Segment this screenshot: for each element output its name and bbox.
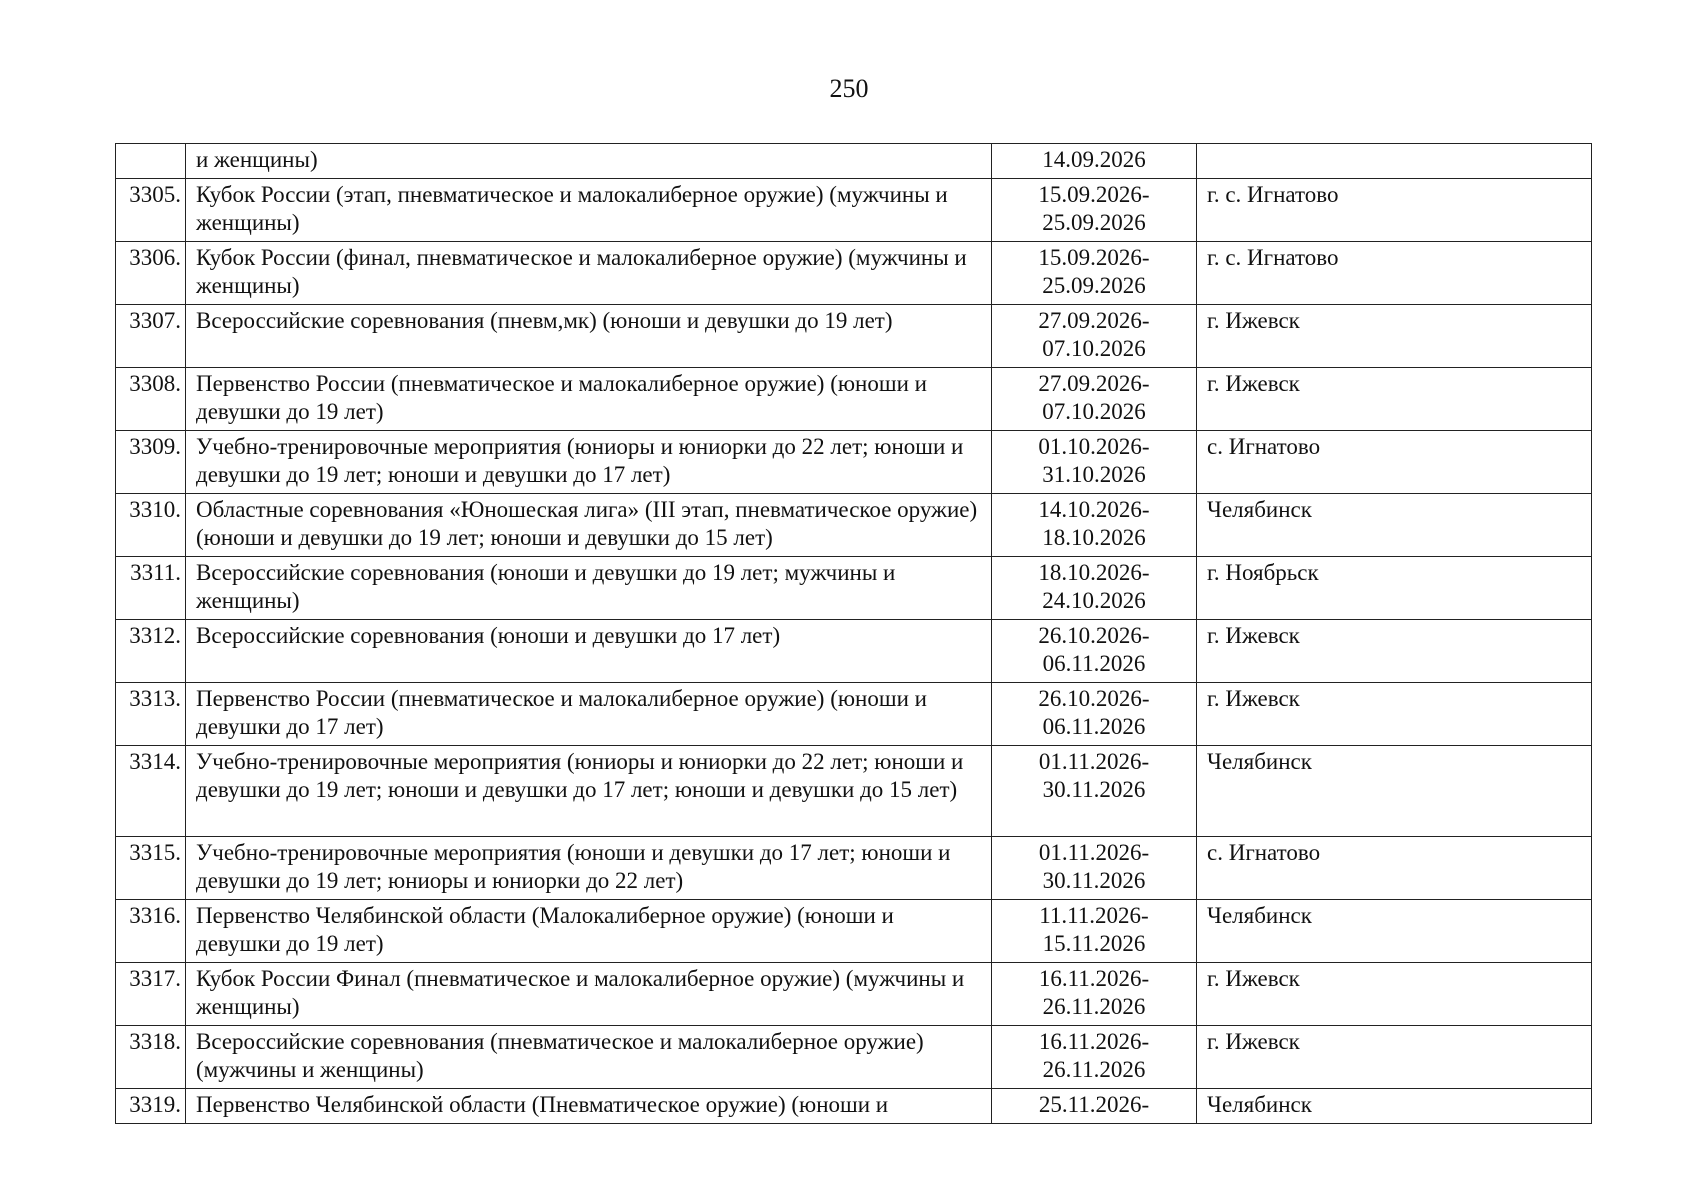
event-place: г. Ижевск bbox=[1197, 620, 1592, 683]
event-dates: 18.10.2026- 24.10.2026 bbox=[992, 557, 1197, 620]
event-place bbox=[1197, 144, 1592, 179]
event-place: г. Ижевск bbox=[1197, 305, 1592, 368]
table-row bbox=[116, 1026, 1592, 1089]
event-number: 3316. bbox=[116, 900, 186, 963]
event-place: Челябинск bbox=[1197, 746, 1592, 837]
table-row bbox=[116, 683, 1592, 746]
event-name: Первенство Челябинской области (Пневматическое оружие) (юноши и bbox=[186, 1089, 992, 1124]
event-number: 3317. bbox=[116, 963, 186, 1026]
event-place: Челябинск bbox=[1197, 1089, 1592, 1124]
event-dates: 26.10.2026- 06.11.2026 bbox=[992, 683, 1197, 746]
event-dates: 01.11.2026- 30.11.2026 bbox=[992, 746, 1197, 837]
event-place: г. Ижевск bbox=[1197, 963, 1592, 1026]
event-name: Областные соревнования «Юношеская лига» (III этап, пневматическое оружие) (юноши и девушки до 19 лет; юноши и девушки до 15 лет) bbox=[186, 494, 992, 557]
event-name: Всероссийские соревнования (юноши и девушки до 19 лет; мужчины и женщины) bbox=[186, 557, 992, 620]
event-name: Всероссийские соревнования (пневм,мк) (юноши и девушки до 19 лет) bbox=[186, 305, 992, 368]
event-number: 3312. bbox=[116, 620, 186, 683]
event-name: Первенство Челябинской области (Малокалиберное оружие) (юноши и девушки до 19 лет) bbox=[186, 900, 992, 963]
event-number bbox=[116, 144, 186, 179]
event-dates: 15.09.2026- 25.09.2026 bbox=[992, 242, 1197, 305]
event-place: с. Игнатово bbox=[1197, 431, 1592, 494]
table-row bbox=[116, 144, 1592, 179]
event-place: г. Ноябрьск bbox=[1197, 557, 1592, 620]
table-row bbox=[116, 368, 1592, 431]
table-row bbox=[116, 494, 1592, 557]
event-place: г. с. Игнатово bbox=[1197, 242, 1592, 305]
event-place: с. Игнатово bbox=[1197, 837, 1592, 900]
event-name: Всероссийские соревнования (пневматическое и малокалиберное оружие) (мужчины и женщины) bbox=[186, 1026, 992, 1089]
event-dates: 01.11.2026- 30.11.2026 bbox=[992, 837, 1197, 900]
table-row bbox=[116, 620, 1592, 683]
table-row bbox=[116, 179, 1592, 242]
event-name: Учебно-тренировочные мероприятия (юниоры и юниорки до 22 лет; юноши и девушки до 19 лет; юноши и девушки до 17 лет; юноши и девушки до 15 лет) bbox=[186, 746, 992, 837]
event-name: и женщины) bbox=[186, 144, 992, 179]
table-row bbox=[116, 837, 1592, 900]
event-place: г. Ижевск bbox=[1197, 368, 1592, 431]
event-number: 3314. bbox=[116, 746, 186, 837]
event-dates: 11.11.2026- 15.11.2026 bbox=[992, 900, 1197, 963]
table-row bbox=[116, 305, 1592, 368]
event-name: Первенство России (пневматическое и малокалиберное оружие) (юноши и девушки до 17 лет) bbox=[186, 683, 992, 746]
event-dates: 16.11.2026- 26.11.2026 bbox=[992, 963, 1197, 1026]
table-row bbox=[116, 557, 1592, 620]
table-row bbox=[116, 746, 1592, 837]
event-number: 3309. bbox=[116, 431, 186, 494]
event-dates: 14.09.2026 bbox=[992, 144, 1197, 179]
event-name: Учебно-тренировочные мероприятия (юноши и девушки до 17 лет; юноши и девушки до 19 лет; юниоры и юниорки до 22 лет) bbox=[186, 837, 992, 900]
event-place: г. Ижевск bbox=[1197, 1026, 1592, 1089]
event-dates: 26.10.2026- 06.11.2026 bbox=[992, 620, 1197, 683]
event-number: 3305. bbox=[116, 179, 186, 242]
event-name: Учебно-тренировочные мероприятия (юниоры и юниорки до 22 лет; юноши и девушки до 19 лет; юноши и девушки до 17 лет) bbox=[186, 431, 992, 494]
event-number: 3318. bbox=[116, 1026, 186, 1089]
events-table bbox=[115, 143, 1592, 1124]
event-number: 3313. bbox=[116, 683, 186, 746]
event-place: г. с. Игнатово bbox=[1197, 179, 1592, 242]
table-row bbox=[116, 242, 1592, 305]
page-number: 250 bbox=[829, 74, 869, 103]
table-row bbox=[116, 963, 1592, 1026]
table-row bbox=[116, 431, 1592, 494]
event-number: 3311. bbox=[116, 557, 186, 620]
event-dates: 27.09.2026- 07.10.2026 bbox=[992, 368, 1197, 431]
event-number: 3307. bbox=[116, 305, 186, 368]
table-row bbox=[116, 1089, 1592, 1124]
event-dates: 15.09.2026- 25.09.2026 bbox=[992, 179, 1197, 242]
event-name: Первенство России (пневматическое и малокалиберное оружие) (юноши и девушки до 19 лет) bbox=[186, 368, 992, 431]
event-place: Челябинск bbox=[1197, 900, 1592, 963]
event-name: Всероссийские соревнования (юноши и девушки до 17 лет) bbox=[186, 620, 992, 683]
event-place: Челябинск bbox=[1197, 494, 1592, 557]
event-name: Кубок России Финал (пневматическое и малокалиберное оружие) (мужчины и женщины) bbox=[186, 963, 992, 1026]
event-dates: 16.11.2026- 26.11.2026 bbox=[992, 1026, 1197, 1089]
event-number: 3319. bbox=[116, 1089, 186, 1124]
event-number: 3306. bbox=[116, 242, 186, 305]
event-place: г. Ижевск bbox=[1197, 683, 1592, 746]
event-dates: 01.10.2026- 31.10.2026 bbox=[992, 431, 1197, 494]
event-dates: 25.11.2026- bbox=[992, 1089, 1197, 1124]
event-name: Кубок России (этап, пневматическое и малокалиберное оружие) (мужчины и женщины) bbox=[186, 179, 992, 242]
event-number: 3315. bbox=[116, 837, 186, 900]
event-dates: 27.09.2026- 07.10.2026 bbox=[992, 305, 1197, 368]
event-name: Кубок России (финал, пневматическое и малокалиберное оружие) (мужчины и женщины) bbox=[186, 242, 992, 305]
event-dates: 14.10.2026- 18.10.2026 bbox=[992, 494, 1197, 557]
event-number: 3310. bbox=[116, 494, 186, 557]
table-row bbox=[116, 900, 1592, 963]
event-number: 3308. bbox=[116, 368, 186, 431]
